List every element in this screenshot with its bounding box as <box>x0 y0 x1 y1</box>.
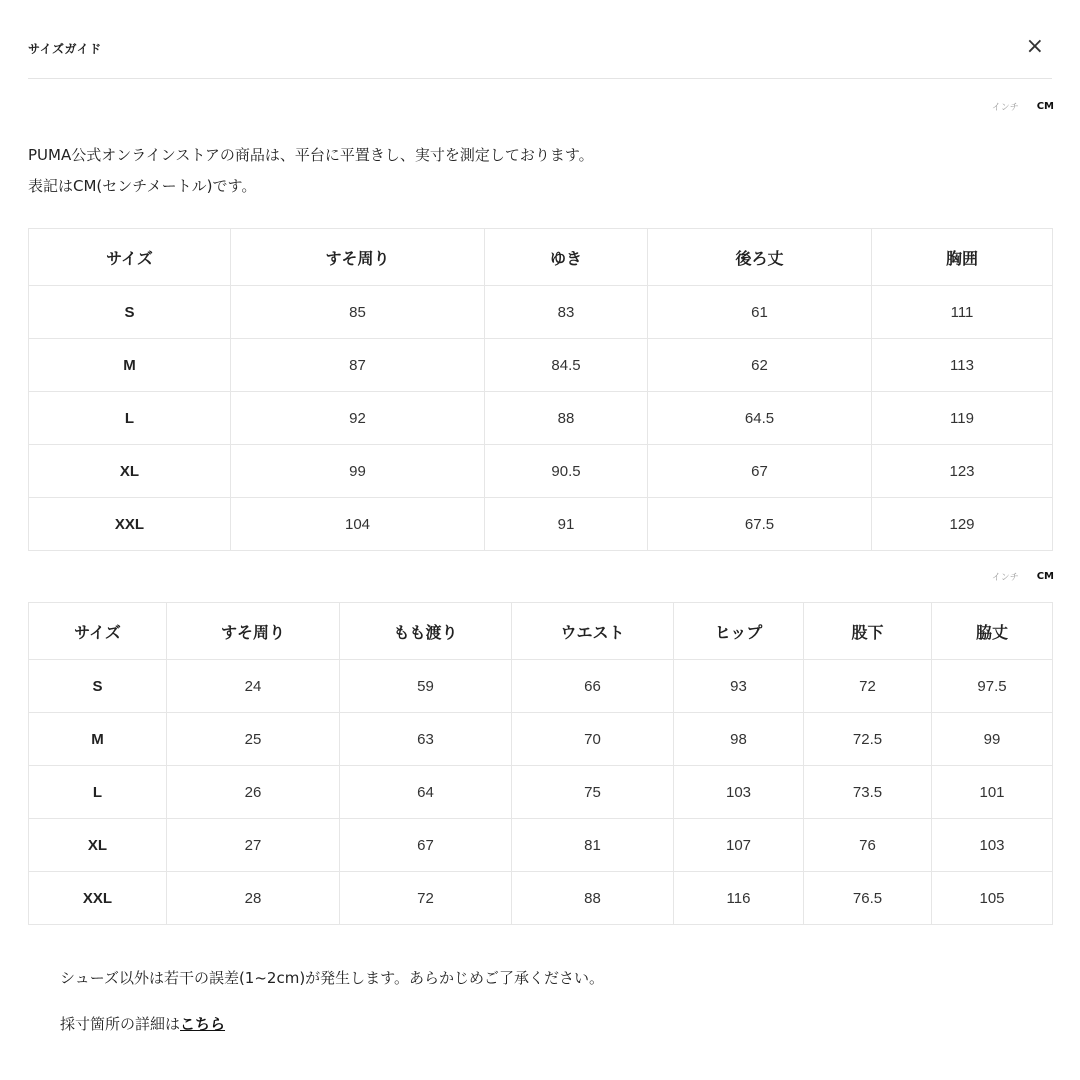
table-header-row <box>29 603 1053 660</box>
table-cell: 92 <box>231 392 485 445</box>
table-cell: 76 <box>804 819 932 872</box>
table-cell: 98 <box>674 713 804 766</box>
modal-header <box>28 30 1052 79</box>
table-cell: 67.5 <box>648 498 872 551</box>
table-cell: 84.5 <box>485 339 648 392</box>
unit-toggle-bottom <box>992 570 1054 583</box>
table-cell: 72.5 <box>804 713 932 766</box>
table-cell: 85 <box>231 286 485 339</box>
table-cell: 123 <box>872 445 1053 498</box>
column-header: ウエスト <box>512 603 674 660</box>
table-cell: 119 <box>872 392 1053 445</box>
detail-prefix: 採寸箇所の詳細は <box>60 1015 181 1033</box>
unit-inch-button[interactable]: インチ <box>991 573 1019 583</box>
size-cell: XL <box>29 819 167 872</box>
table-cell: 93 <box>674 660 804 713</box>
table-cell: 67 <box>648 445 872 498</box>
table-cell: 76.5 <box>804 872 932 925</box>
column-header: 胸囲 <box>872 229 1053 286</box>
table-cell: 81 <box>512 819 674 872</box>
table-cell: 129 <box>872 498 1053 551</box>
column-header: すそ周り <box>167 603 340 660</box>
table-cell: 111 <box>872 286 1053 339</box>
column-header: 股下 <box>804 603 932 660</box>
table-cell: 107 <box>674 819 804 872</box>
table-cell: 63 <box>340 713 512 766</box>
top-size-table <box>28 228 1053 551</box>
table-cell: 105 <box>932 872 1053 925</box>
table-cell: 103 <box>932 819 1053 872</box>
table-row <box>29 498 1053 551</box>
table-cell: 72 <box>804 660 932 713</box>
unit-toggle-top <box>992 100 1054 113</box>
table-cell: 28 <box>167 872 340 925</box>
table-cell: 88 <box>485 392 648 445</box>
table-cell: 83 <box>485 286 648 339</box>
footer-notes <box>60 955 604 1047</box>
modal-title: サイズガイド <box>28 42 102 56</box>
table-row <box>29 766 1053 819</box>
unit-cm-button[interactable]: CM <box>1036 571 1054 582</box>
column-header: 後ろ丈 <box>648 229 872 286</box>
table-cell: 27 <box>167 819 340 872</box>
intro-text <box>28 140 594 202</box>
table-cell: 72 <box>340 872 512 925</box>
size-cell: L <box>29 766 167 819</box>
table-cell: 88 <box>512 872 674 925</box>
table-row <box>29 713 1053 766</box>
table-cell: 97.5 <box>932 660 1053 713</box>
size-cell: M <box>29 713 167 766</box>
measurement-detail-line <box>60 1001 604 1047</box>
column-header: サイズ <box>29 229 231 286</box>
table-cell: 75 <box>512 766 674 819</box>
table-cell: 67 <box>340 819 512 872</box>
intro-line-1: PUMA公式オンラインストアの商品は、平台に平置きし、実寸を測定しております。 <box>28 146 594 164</box>
table-row <box>29 819 1053 872</box>
table-cell: 62 <box>648 339 872 392</box>
table-row <box>29 872 1053 925</box>
unit-inch-button[interactable]: インチ <box>991 103 1019 113</box>
table-row <box>29 286 1053 339</box>
size-cell: S <box>29 286 231 339</box>
table-cell: 73.5 <box>804 766 932 819</box>
table-cell: 113 <box>872 339 1053 392</box>
size-cell: M <box>29 339 231 392</box>
table-cell: 64.5 <box>648 392 872 445</box>
table-cell: 87 <box>231 339 485 392</box>
table-cell: 61 <box>648 286 872 339</box>
table-row <box>29 445 1053 498</box>
table-cell: 66 <box>512 660 674 713</box>
size-cell: L <box>29 392 231 445</box>
table-row <box>29 660 1053 713</box>
size-cell: S <box>29 660 167 713</box>
table-cell: 101 <box>932 766 1053 819</box>
column-header: サイズ <box>29 603 167 660</box>
unit-cm-button[interactable]: CM <box>1036 101 1054 112</box>
table-cell: 90.5 <box>485 445 648 498</box>
table-cell: 70 <box>512 713 674 766</box>
detail-link[interactable]: こちら <box>180 1015 226 1033</box>
intro-line-2: 表記はCM(センチメートル)です。 <box>28 177 257 195</box>
column-header: すそ周り <box>231 229 485 286</box>
table-cell: 91 <box>485 498 648 551</box>
table-cell: 24 <box>167 660 340 713</box>
column-header: ヒップ <box>674 603 804 660</box>
table-cell: 59 <box>340 660 512 713</box>
table-header-row <box>29 229 1053 286</box>
column-header: 脇丈 <box>932 603 1053 660</box>
table-cell: 64 <box>340 766 512 819</box>
table-cell: 99 <box>932 713 1053 766</box>
table-cell: 25 <box>167 713 340 766</box>
table-row <box>29 339 1053 392</box>
tolerance-note: シューズ以外は若干の誤差(1~2cm)が発生します。あらかじめご了承ください。 <box>60 969 604 987</box>
size-cell: XXL <box>29 872 167 925</box>
column-header: ゆき <box>485 229 648 286</box>
bottom-size-table <box>28 602 1053 925</box>
table-cell: 26 <box>167 766 340 819</box>
table-cell: 99 <box>231 445 485 498</box>
table-cell: 116 <box>674 872 804 925</box>
table-cell: 103 <box>674 766 804 819</box>
size-cell: XXL <box>29 498 231 551</box>
close-icon[interactable]: × <box>1025 34 1044 59</box>
table-row <box>29 392 1053 445</box>
size-cell: XL <box>29 445 231 498</box>
table-cell: 104 <box>231 498 485 551</box>
column-header: もも渡り <box>340 603 512 660</box>
